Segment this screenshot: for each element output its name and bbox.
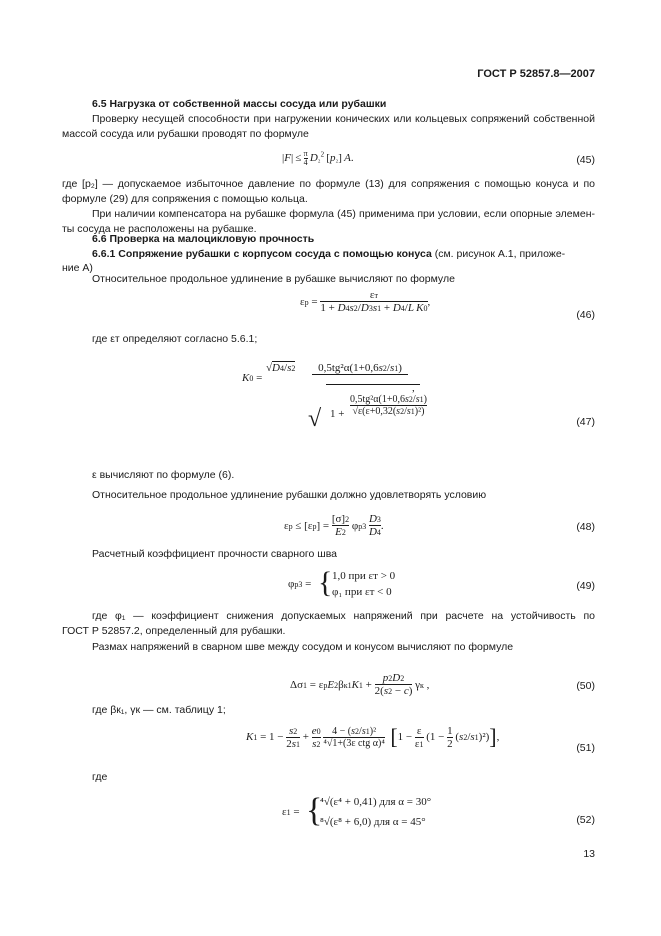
- document-page: ГОСТ Р 52857.8—2007 6.5 Нагрузка от собственной массы сосуда или рубашки Проверку несущей способности при нагружении конических или кольцевых сопряжений собственной массой сосуда или рубашки проводят по формуле |F| ≤ π 4 D₂$^2$ [p₂] A. (45) где [p₂] — допускаемое избыточное давление по формуле (13) для сопряжения с помощью конуса и по формуле (29) для сопряжения с помощью кольца. При наличии компенсатора на рубашке формула (45) применима при условии, если опорные элемен- ты сосуда не расположены на рубашке. 6.6 Проверка на малоцикловую прочность 6.6.1 Сопряжение рубашки с корпусом сосуда с помощью конуса (см. рисунок А.1, приложе- ние А) Относительное продольное удлинение в рубашке вычисляют по формуле εp = εт 1 + D4s2/D3s1 + D4/L K0 , (46) где εт определяют согласно 5.6.1; K0 = √D4/s2 0,5tg²α(1+0,6s2/s1) √ 1 + 0,5tg²α(1+0,6s2/s1) √ε(ε+0,32(s2/s1)²) , (47) ε вычисляют по формуле (6). Относительное продольное удлинение рубашки должно удовлетворять условию εp ≤ [εp] = [σ]2 E2 φp3 D3 D4 . (48) Расчетный коэффициент прочности сварного шва φp3 = { 1,0 при εт > 0 φ₁ при εт < 0 (49) где φ₁ — коэффициент снижения допускаемых напряжений при расчете на устойчивость по ГОСТ Р 52857.2, определенный для рубашки. Размах напряжений в сварном шве между сосудом и конусом вычисляют по формуле Δσ1 = εpE2βк1K1 + p2D2 2(s2 − c) γк , (50) где βк₁, γк — см. таблицу 1; K1 = 1 − s2 2s1 + e0 s2 4 − (s2/s1)² ⁴√1+(3ε ctg α)⁴ [ 1 − ε ε1 (1 − 1 2 (s2/s1)²) ] , (51) где ε1 = { ⁴√(ε⁴ + 0,41) для α = 30° ⁸√(ε⁸ + 6,0) для α = 45° (52) 13: [62, 68, 595, 860]
- formula-47: K0 = √D4/s2 0,5tg²α(1+0,6s2/s1) √ 1 + 0,5tg²α(1+0,6s2/s1) √ε(ε+0,32(s2/s1)²) ,: [242, 358, 422, 458]
- paragraph-line: ты сосуда не расположены на рубашке.: [62, 223, 257, 235]
- section-heading-6-5: 6.5 Нагрузка от собственной массы сосуда или рубашки: [92, 98, 387, 110]
- paragraph-line: где φ₁ — коэффициент снижения допускаемых напряжений при расчете на устойчивость по: [92, 610, 595, 622]
- equation-number: (46): [576, 309, 595, 321]
- subsection-title: 6.6.1 Сопряжение рубашки с корпусом сосуда с помощью конуса: [92, 248, 432, 260]
- paragraph-line: массой сосуда или рубашки проводят по формуле: [62, 128, 309, 140]
- paragraph-line: Относительное продольное удлинение рубашки должно удовлетворять условию: [92, 489, 487, 501]
- equation-number: (48): [576, 521, 595, 533]
- equation-number: (47): [576, 416, 595, 428]
- paragraph-line: где [p₂] — допускаемое избыточное давление по формуле (13) для сопряжения с помощью конуса и по: [62, 178, 595, 190]
- standard-code: ГОСТ Р 52857.8—2007: [477, 68, 595, 80]
- paragraph-line: где εт определяют согласно 5.6.1;: [92, 333, 258, 345]
- paragraph-line: где βк₁, γк — см. таблицу 1;: [92, 704, 226, 716]
- paragraph-line: ние А): [62, 262, 93, 274]
- formula-52-case-1: ⁴√(ε⁴ + 0,41) для α = 30°: [320, 796, 432, 808]
- paragraph-line: формуле (29) для сопряжения с помощью кольца.: [62, 193, 308, 205]
- section-heading-6-6: 6.6 Проверка на малоцикловую прочность: [92, 233, 315, 245]
- formula-46: εp = εт 1 + D4s2/D3s1 + D4/L K0 ,: [300, 289, 431, 314]
- formula-45: |F| ≤ π 4 D₂$^2$ [p₂] A.: [282, 149, 354, 167]
- paragraph-line: Расчетный коэффициент прочности сварного шва: [92, 548, 338, 560]
- formula-49-case-1: 1,0 при εт > 0: [332, 570, 396, 582]
- equation-number: (51): [576, 742, 595, 754]
- paragraph-line: где: [92, 771, 108, 783]
- formula-52-case-2: ⁸√(ε⁸ + 6,0) для α = 45°: [320, 816, 426, 828]
- paragraph-line: ε вычисляют по формуле (6).: [92, 469, 235, 481]
- page-number: 13: [583, 848, 595, 860]
- formula-49-case-2: φ₁ при εт < 0: [332, 586, 392, 598]
- paragraph-line: При наличии компенсатора на рубашке формула (45) применима при условии, если опорные элемен-: [92, 208, 595, 220]
- equation-number: (45): [576, 154, 595, 166]
- equation-number: (52): [576, 814, 595, 826]
- formula-48: εp ≤ [εp] = [σ]2 E2 φp3 D3 D4 .: [284, 513, 384, 538]
- subsection-title-tail: (см. рисунок А.1, приложе-: [431, 248, 566, 260]
- equation-number: (49): [576, 580, 595, 592]
- paragraph-line: Относительное продольное удлинение в рубашке вычисляют по формуле: [92, 273, 455, 285]
- subsection-heading-6-6-1: [92, 247, 595, 262]
- paragraph-line: Проверку несущей способности при нагружении конических или кольцевых сопряжений собственной: [92, 113, 595, 125]
- formula-50: Δσ1 = εpE2βк1K1 + p2D2 2(s2 − c) γк ,: [290, 672, 430, 697]
- paragraph-line: Размах напряжений в сварном шве между сосудом и конусом вычисляют по формуле: [92, 641, 514, 653]
- formula-51: K1 = 1 − s2 2s1 + e0 s2 4 − (s2/s1)² ⁴√1+(3ε ctg α)⁴ [ 1 − ε ε1 (1 − 1 2 (s2/s1)²) ] ,: [246, 724, 500, 750]
- paragraph-line: ГОСТ Р 52857.2, определенный для рубашки.: [62, 625, 286, 637]
- equation-number: (50): [576, 680, 595, 692]
